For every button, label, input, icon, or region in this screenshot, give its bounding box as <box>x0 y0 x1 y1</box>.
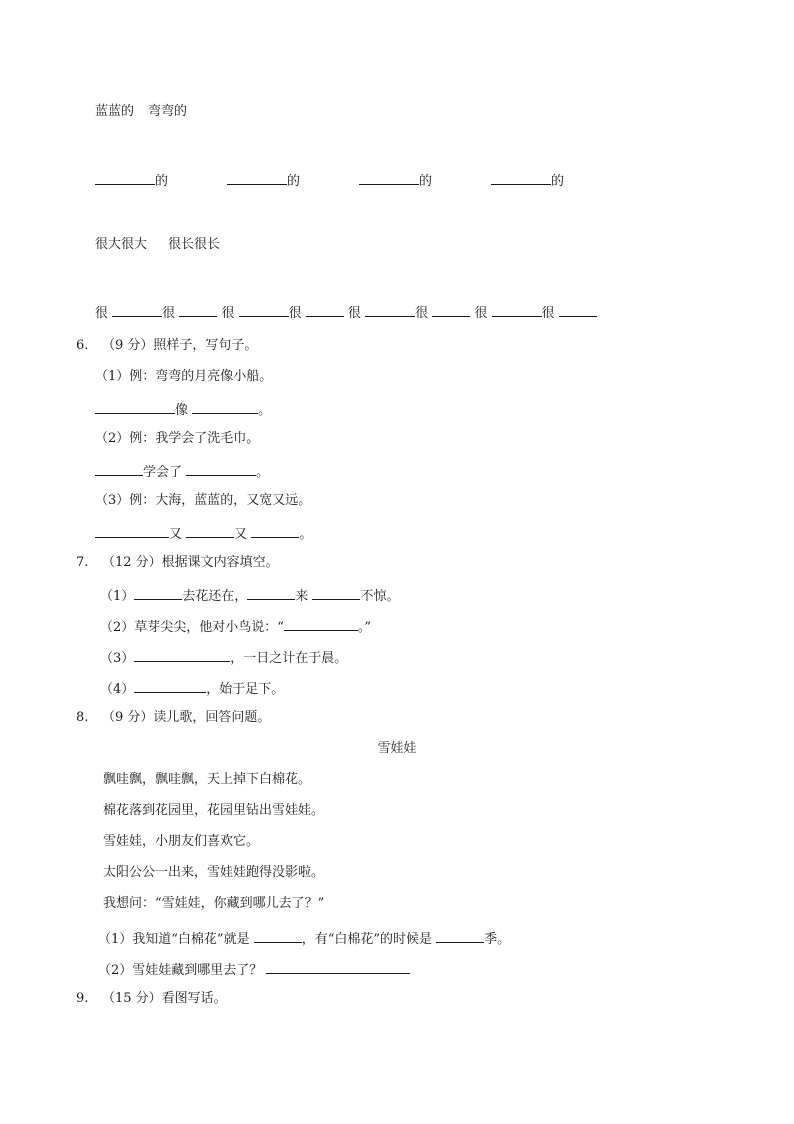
word-hen: 很 <box>347 306 361 321</box>
answer-blank[interactable] <box>95 171 155 185</box>
question-number: 9. <box>76 991 89 1006</box>
suffix-de: 的 <box>419 174 433 189</box>
item-text: ，一日之计在于晨。 <box>230 651 348 666</box>
suffix-de: 的 <box>551 174 565 189</box>
item-text: ，始于足下。 <box>206 682 285 697</box>
answer-blank[interactable] <box>179 303 217 317</box>
answer-blank[interactable] <box>306 303 344 317</box>
answer-blank[interactable] <box>251 524 299 538</box>
example-word: 很长很长 <box>168 237 221 252</box>
connector-text: 又 <box>169 527 183 542</box>
example-word: 很大很大 <box>95 237 148 252</box>
q8-answer-2 <box>98 960 410 979</box>
poem-line: 雪娃娃，小朋友们喜欢它。 <box>103 834 260 849</box>
answer-blank[interactable] <box>436 929 484 943</box>
answer-blank[interactable] <box>312 586 360 600</box>
suffix-de: 的 <box>287 174 301 189</box>
question-7-header <box>76 555 279 571</box>
q6-example-1: （1）例：弯弯的月亮像小船。 <box>95 369 273 384</box>
example-word: 蓝蓝的 <box>95 104 135 119</box>
item-label: （1） <box>100 589 135 604</box>
question-stem: （9 分）照样子，写句子。 <box>102 338 258 353</box>
question-6-header <box>76 338 257 354</box>
poem-line: 飘哇飘，飘哇飘，天上掉下白棉花。 <box>103 772 312 787</box>
answer-blank[interactable] <box>134 586 182 600</box>
q6-example-2: （2）例：我学会了洗毛巾。 <box>95 431 260 446</box>
word-hen: 很 <box>162 306 176 321</box>
answer-blank[interactable] <box>95 462 143 476</box>
question-number: 6. <box>76 338 89 353</box>
answer-blank[interactable] <box>134 679 206 693</box>
q7-item-4 <box>100 679 284 698</box>
question-9-header <box>76 991 227 1007</box>
word-hen: 很 <box>415 306 429 321</box>
item-text: （2）雪娃娃藏到哪里去了？ <box>98 963 263 978</box>
period: 。 <box>256 465 270 480</box>
answer-blank[interactable] <box>95 400 175 414</box>
question-stem: （12 分）根据课文内容填空。 <box>102 555 279 570</box>
q6-fill-2 <box>95 462 269 481</box>
suffix-de: 的 <box>155 174 169 189</box>
item-label: （3） <box>100 651 135 666</box>
answer-blank[interactable] <box>432 303 470 317</box>
answer-blank[interactable] <box>365 303 415 317</box>
answer-blank[interactable] <box>227 171 287 185</box>
answer-blank[interactable] <box>284 617 358 631</box>
question-number: 7. <box>76 555 89 570</box>
answer-blank[interactable] <box>492 303 542 317</box>
answer-blank[interactable] <box>186 462 256 476</box>
poem-line: 太阳公公一出来，雪娃娃跑得没影啦。 <box>103 865 325 880</box>
word-hen: 很 <box>541 306 555 321</box>
q7-item-3 <box>100 648 347 667</box>
answer-blank[interactable] <box>112 303 162 317</box>
period: 。 <box>299 527 313 542</box>
example-word: 弯弯的 <box>148 104 188 119</box>
item-text: （1）我知道“白棉花”就是 <box>98 932 250 947</box>
q6-fill-1 <box>95 400 271 419</box>
item-text: 去花还在， <box>182 589 248 604</box>
poem-line: 我想问：“雪娃娃，你藏到哪儿去了？” <box>103 896 325 911</box>
question-stem: （9 分）读儿歌，回答问题。 <box>102 710 271 725</box>
question-number: 8. <box>76 710 89 725</box>
example-words-1 <box>95 104 187 120</box>
item-text: 。” <box>357 620 372 635</box>
connector-text: 又 <box>234 527 248 542</box>
word-hen: 很 <box>95 306 109 321</box>
answer-blank[interactable] <box>491 171 551 185</box>
fill-row-de <box>95 171 564 190</box>
question-8-header <box>76 710 270 726</box>
answer-blank[interactable] <box>192 400 258 414</box>
answer-blank[interactable] <box>186 524 234 538</box>
period: 。 <box>258 403 272 418</box>
fill-row-hen <box>95 303 597 322</box>
item-text: 来 <box>295 589 309 604</box>
answer-blank[interactable] <box>266 960 410 974</box>
q7-item-2 <box>100 617 371 636</box>
answer-blank[interactable] <box>95 524 169 538</box>
q8-answer-1 <box>98 929 510 948</box>
example-words-2 <box>95 237 220 253</box>
answer-blank[interactable] <box>134 648 230 662</box>
answer-blank[interactable] <box>254 929 302 943</box>
q6-fill-3 <box>95 524 312 543</box>
answer-blank[interactable] <box>359 171 419 185</box>
item-text: 不惊。 <box>360 589 400 604</box>
poem-line: 棉花落到花园里，花园里钻出雪娃娃。 <box>103 803 325 818</box>
word-hen: 很 <box>474 306 488 321</box>
connector-text: 学会了 <box>143 465 183 480</box>
word-hen: 很 <box>288 306 302 321</box>
q6-example-3: （3）例：大海，蓝蓝的，又宽又远。 <box>95 493 312 508</box>
answer-blank[interactable] <box>239 303 289 317</box>
question-stem: （15 分）看图写话。 <box>102 991 227 1006</box>
item-label: （4） <box>100 682 135 697</box>
answer-blank[interactable] <box>559 303 597 317</box>
word-hen: 很 <box>221 306 235 321</box>
poem-title: 雪娃娃 <box>377 741 417 756</box>
item-text: （2）草芽尖尖，他对小鸟说：“ <box>100 620 284 635</box>
answer-blank[interactable] <box>247 586 295 600</box>
item-text: 季。 <box>484 932 511 947</box>
connector-text: 像 <box>175 403 189 418</box>
q7-item-1 <box>100 586 399 605</box>
item-text: ，有“白棉花”的时候是 <box>301 932 433 947</box>
